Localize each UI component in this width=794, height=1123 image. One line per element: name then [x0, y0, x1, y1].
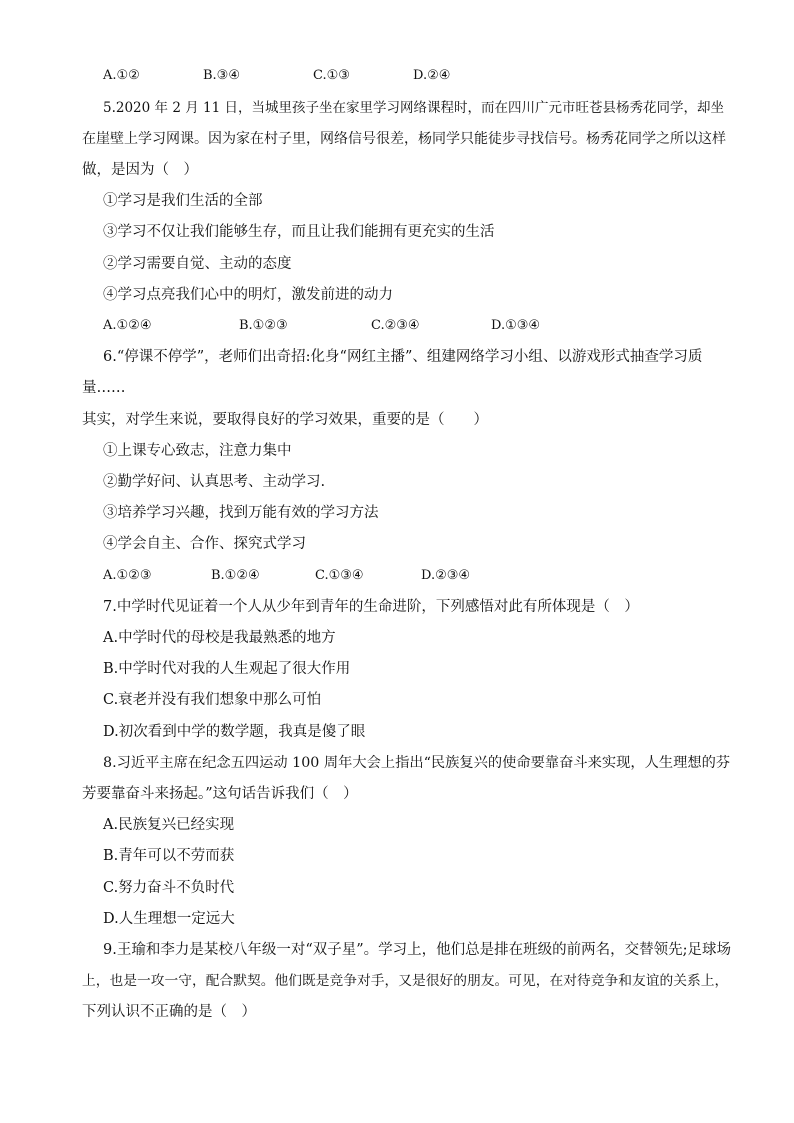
q6-option-b: B.①②④: [211, 568, 260, 583]
q6-option-c: C.①③④: [315, 568, 364, 583]
q4-option-b: B.③④: [203, 68, 240, 83]
q6-statement-4: ④学会自主、合作、探究式学习: [103, 536, 306, 552]
q6-stem-line-1: 6.“停课不停学”，老师们出奇招:化身“网红主播”、组建网络学习小组、以游戏形式抽查学习质: [103, 349, 703, 365]
q6-option-d: D.②③④: [421, 568, 471, 583]
q6-stem-line-2: 量……: [82, 380, 126, 396]
q9-stem-line-3: 下列认识不正确的是（ ）: [82, 1004, 256, 1020]
q5-statement-2: ②学习需要自觉、主动的态度: [103, 256, 292, 272]
q5-option-a: A.①②④: [103, 318, 152, 333]
q9-stem-line-1: 9.王瑜和李力是某校八年级一对“双子星”。学习上，他们总是排在班级的前两名，交替领先;足球场: [103, 942, 732, 958]
q5-option-b: B.①②③: [239, 318, 288, 333]
q7-choice-b: B.中学时代对我的人生观起了很大作用: [103, 661, 351, 677]
q4-options: [103, 66, 723, 86]
q8-choice-d: D.人生理想一定远大: [103, 911, 235, 927]
q7-stem: 7.中学时代见证着一个人从少年到青年的生命进阶，下列感悟对此有所体现是（ ）: [103, 599, 639, 615]
q8-choice-c: C.努力奋斗不负时代: [103, 880, 235, 896]
q6-stem-line-3: 其实，对学生来说，要取得良好的学习效果，重要的是（ ）: [82, 412, 488, 428]
q8-choice-b: B.青年可以不劳而获: [103, 848, 235, 864]
q5-option-c: C.②③④: [371, 318, 420, 333]
q7-choice-d: D.初次看到中学的数学题，我真是傻了眼: [103, 724, 366, 740]
q8-choice-a: A.民族复兴已经实现: [103, 817, 235, 833]
q5-option-d: D.①③④: [491, 318, 541, 333]
q8-stem-line-2: 芳要靠奋斗来扬起。”这句话告诉我们（ ）: [82, 786, 358, 802]
q5-statement-1: ①学习是我们生活的全部: [103, 193, 263, 209]
q9-stem-line-2: 上，也是一攻一守，配合默契。他们既是竞争对手，又是很好的朋友。可见，在对待竞争和友谊的关系上，: [82, 973, 729, 989]
q4-option-d: D.②④: [413, 68, 451, 83]
q6-options: [103, 566, 723, 586]
q4-option-c: C.①③: [313, 68, 350, 83]
q7-choice-c: C.衰老并没有我们想象中那么可怕: [103, 692, 322, 708]
q6-statement-1: ①上课专心致志，注意力集中: [103, 443, 292, 459]
q4-option-a: A.①②: [103, 68, 140, 83]
q5-options: [103, 316, 723, 336]
q5-statement-4: ④学习点亮我们心中的明灯，激发前进的动力: [103, 287, 393, 303]
q5-statement-3: ③学习不仅让我们能够生存，而且让我们能拥有更充实的生活: [103, 224, 495, 240]
q5-stem-line-3: 做，是因为（ ）: [82, 162, 198, 178]
q8-stem-line-1: 8.习近平主席在纪念五四运动 100 周年大会上指出“民族复兴的使命要靠奋斗来实现，人生理想的芬: [103, 755, 731, 771]
q7-choice-a: A.中学时代的母校是我最熟悉的地方: [103, 630, 336, 646]
q6-statement-2: ②勤学好问、认真思考、主动学习.: [103, 474, 326, 490]
q5-stem-line-1: 5.2020 年 2 月 11 日，当城里孩子坐在家里学习网络课程时，而在四川广元市旺苍县杨秀花同学，却坐: [103, 100, 724, 116]
q6-option-a: A.①②③: [103, 568, 152, 583]
q5-stem-line-2: 在崖壁上学习网课。因为家在村子里，网络信号很差，杨同学只能徒步寻找信号。杨秀花同学之所以这样: [82, 131, 726, 147]
q6-statement-3: ③培养学习兴趣，找到万能有效的学习方法: [103, 505, 379, 521]
